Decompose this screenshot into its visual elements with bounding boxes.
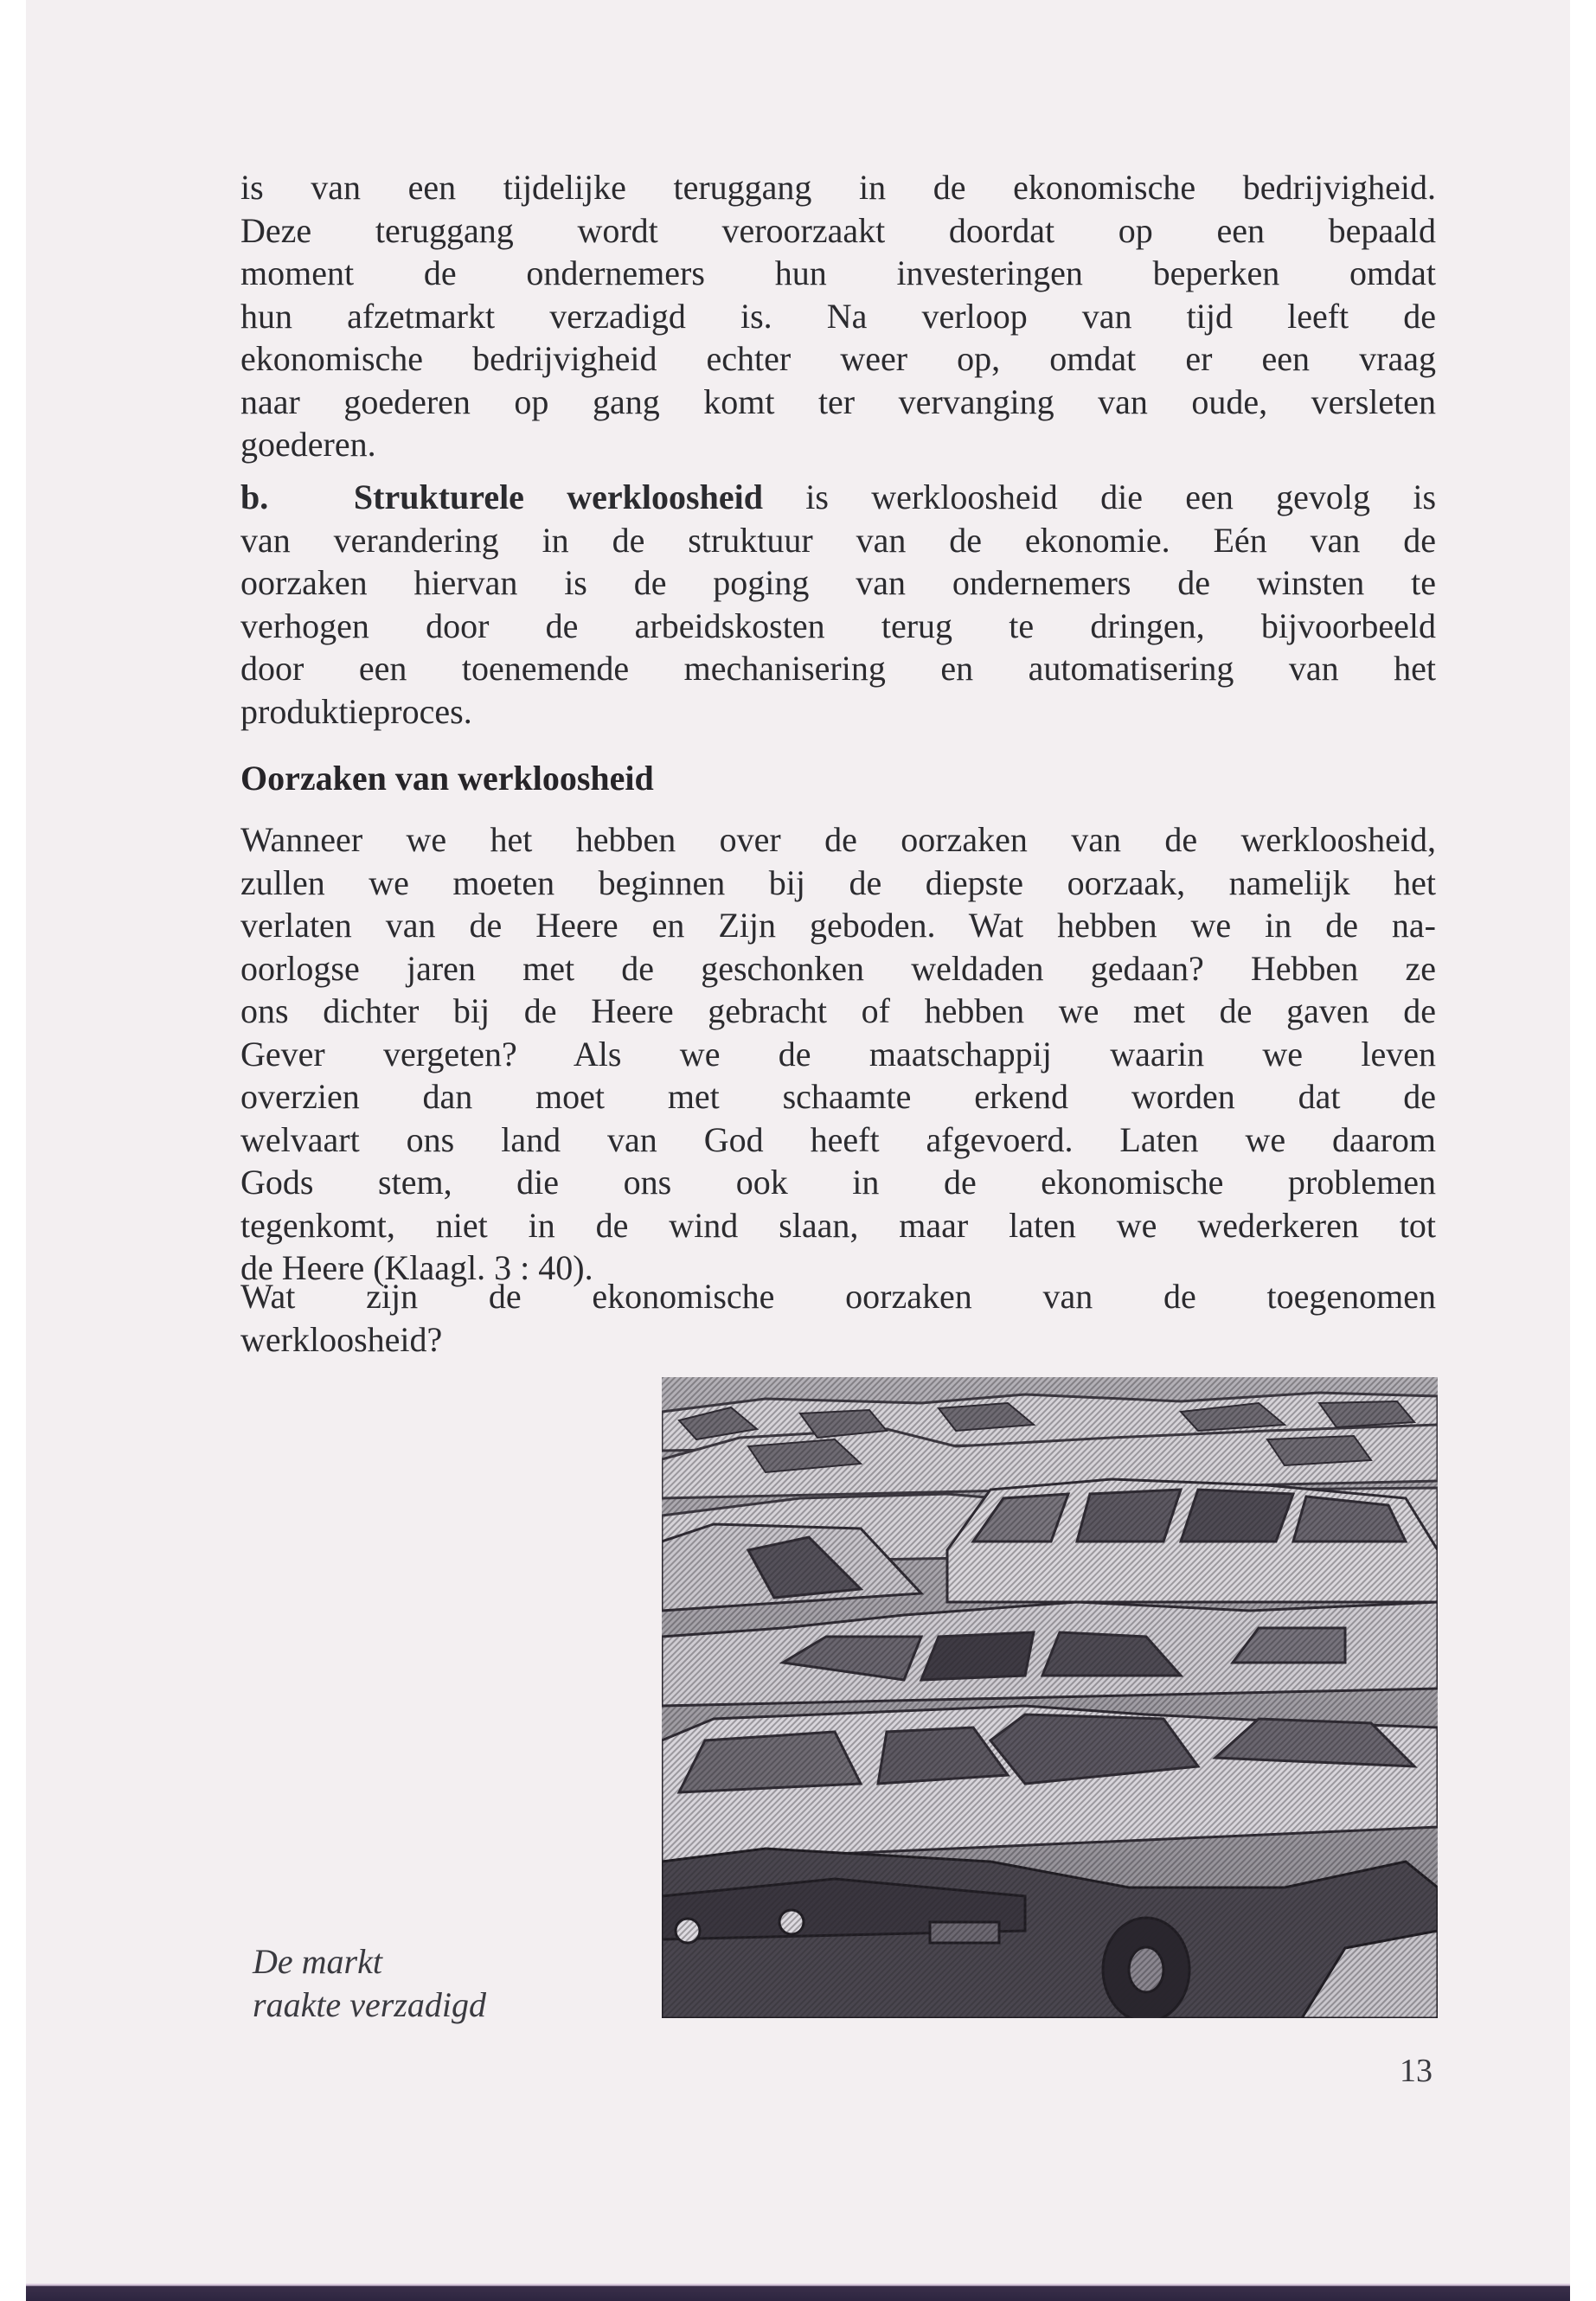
text-line: ekonomische bedrijvigheid echter weer op, omdat er een vraag bbox=[240, 339, 1436, 378]
text-line: van verandering in de struktuur van de ekonomie. Eén van de bbox=[240, 520, 1436, 560]
text-line: naar goederen op gang komt ter vervanging van oude, versleten bbox=[240, 381, 1436, 421]
text-line: verhogen door de arbeidskosten terug te dringen, bijvoorbeeld bbox=[240, 606, 1436, 645]
paragraph-question bbox=[240, 1275, 1436, 1361]
text-line: oorzaken hiervan is de poging van ondernemers de winsten te bbox=[240, 563, 1436, 602]
text-line: overzien dan moet met schaamte erkend worden dat de bbox=[240, 1077, 1436, 1116]
scan-bottom-edge bbox=[26, 2284, 1570, 2301]
paragraph-structural-unemployment bbox=[240, 476, 1436, 733]
text-line: werkloosheid? bbox=[240, 1319, 443, 1359]
text-line: Wanneer we het hebben over de oorzaken van de werkloosheid, bbox=[240, 820, 1436, 859]
text-line: verlaten van de Heere en Zijn geboden. Wat hebben we in de na- bbox=[240, 906, 1436, 945]
section-heading: Oorzaken van werkloosheid bbox=[240, 759, 654, 798]
text-line: zullen we moeten beginnen bij de diepste oorzaak, namelijk het bbox=[240, 862, 1436, 902]
text-line: tegenkomt, niet in de wind slaan, maar laten we wederkeren tot bbox=[240, 1205, 1436, 1245]
term-structural-unemployment: Strukturele werkloosheid bbox=[353, 478, 763, 516]
text-line: moment de ondernemers hun investeringen beperken omdat bbox=[240, 253, 1436, 292]
caption-line: raakte verzadigd bbox=[253, 1985, 486, 2024]
text-line: oorlogse jaren met de geschonken weldaden gedaan? Hebben ze bbox=[240, 948, 1436, 988]
paragraph-conjunctural-continuation bbox=[240, 166, 1436, 466]
text-fragment: is werkloosheid die een gevolg is bbox=[805, 478, 1437, 516]
text-line: is van een tijdelijke teruggang in de ekonomische bedrijvigheid. bbox=[240, 168, 1436, 207]
paragraph-causes bbox=[240, 818, 1436, 1290]
text-line: Gods stem, die ons ook in de ekonomische problemen bbox=[240, 1163, 1436, 1202]
figure-caption bbox=[253, 1940, 486, 2027]
page-number: 13 bbox=[1400, 2053, 1433, 2089]
parked-cars-photo bbox=[662, 1377, 1438, 2018]
caption-line: De markt bbox=[253, 1942, 382, 1981]
text-line: ons dichter bij de Heere gebracht of hebben we met de gaven de bbox=[240, 991, 1436, 1030]
text-line: welvaart ons land van God heeft afgevoerd. Laten we daarom bbox=[240, 1119, 1436, 1159]
text-line: Gever vergeten? Als we de maatschappij waarin we leven bbox=[240, 1034, 1436, 1074]
text-line bbox=[240, 476, 1436, 519]
text-line: produktieproces. bbox=[240, 691, 472, 731]
list-label: b. bbox=[240, 478, 269, 516]
text-line: door een toenemende mechanisering en automatisering van het bbox=[240, 649, 1436, 688]
text-line: Deze teruggang wordt veroorzaakt doordat op een bepaald bbox=[240, 210, 1436, 250]
text-line: goederen. bbox=[240, 425, 376, 464]
text-line: Wat zijn de ekonomische oorzaken van de toegenomen bbox=[240, 1277, 1436, 1316]
text-line: de Heere (Klaagl. 3 : 40). bbox=[240, 1248, 593, 1287]
text-line: hun afzetmarkt verzadigd is. Na verloop van tijd leeft de bbox=[240, 296, 1436, 336]
